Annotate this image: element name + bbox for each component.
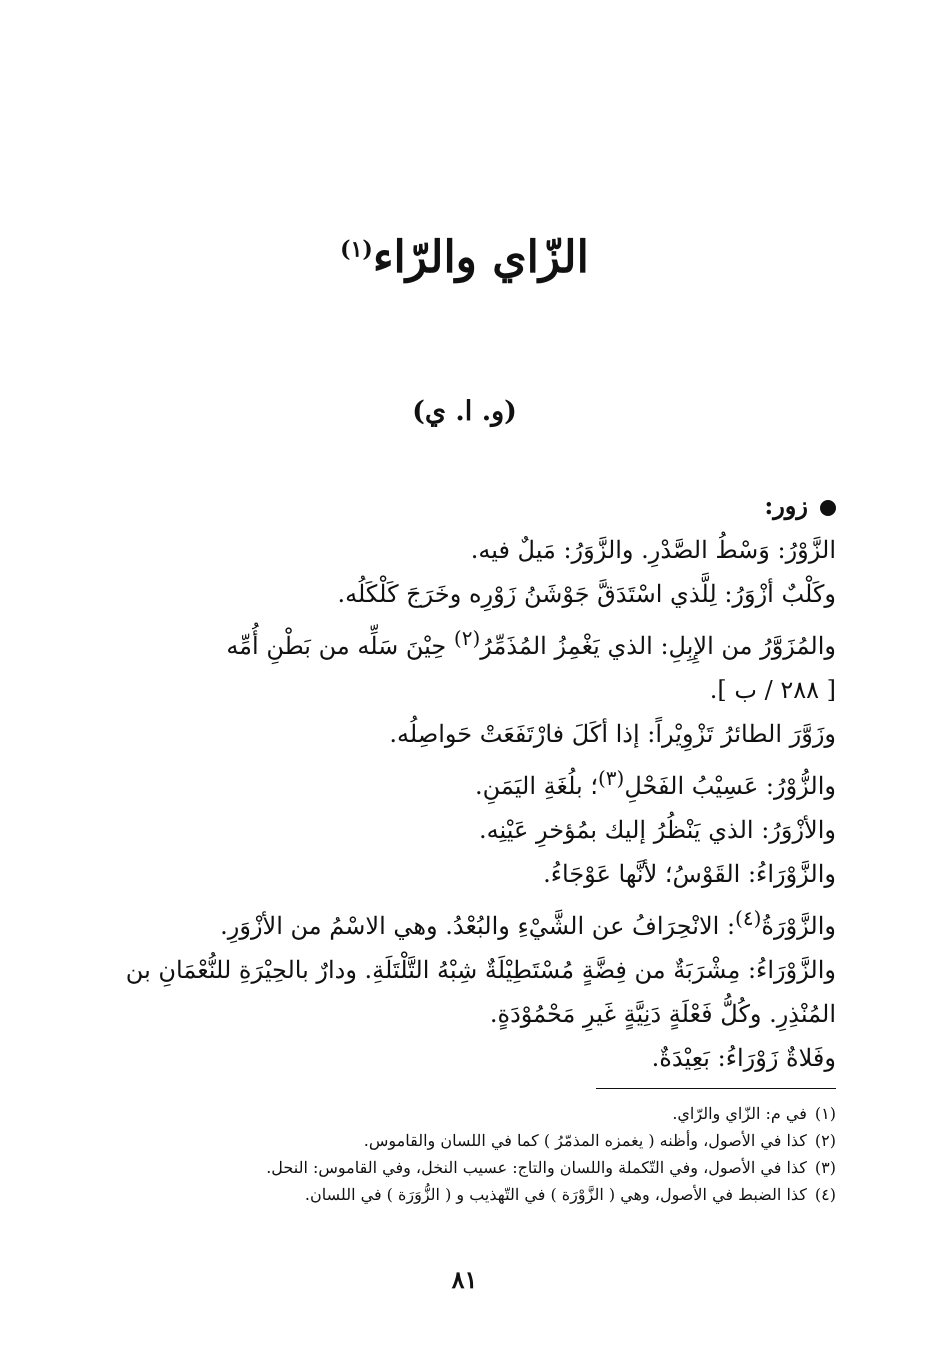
entry-line: الزَّوْرُ: وَسْطُ الصَّدْرِ. والزَّوَرُ: مَيلٌ فيه.: [470, 536, 836, 564]
entry-line: وكَلْبٌ أزْوَرُ: لِلَّذي اسْتَدَقَّ جَوْشَنُ زَوْرِه وخَرَجَ كَلْكَلُه.: [337, 580, 836, 608]
footnote-text: كذا في الأصول، وفي التّكملة واللسان والتاج: عسيب النخل، وفي القاموس: النحل.: [266, 1158, 807, 1177]
footnote: [96, 1181, 836, 1208]
entry-line: والزُّوْرُ: عَسِيْبُ الفَحْلِ$^{(٣)}$؛ بلُغَةِ اليَمَنِ.: [475, 766, 836, 800]
footnote-number: (١): [814, 1104, 836, 1123]
footnote: [96, 1127, 836, 1154]
page-number: ٨١: [451, 1265, 478, 1294]
footnote-number: (٤): [814, 1185, 836, 1204]
entry-line: والزَّوْرَاءُ: القَوْسُ؛ لأنَّها عَوْجَاءُ.: [543, 860, 836, 888]
footnote-text: كذا الضبط في الأصول، وهي ( الزَّوْرَة ) في التّهذيب و ( الزُّوَرَة ) في اللسان.: [304, 1185, 807, 1204]
footnote-divider: [596, 1088, 836, 1089]
entry-line: والزَّوْرَاءُ: مِشْرَبَةٌ من فِضَّةٍ مُسْتَطِيْلَةٌ شِبْهُ التَّلْتَلَةِ. ودارٌ بالحِيْرَةِ للنُّعْمَانِ بن المُنْذِرِ. وكُلُّ فَعْلَةٍ دَنِيَّةٍ غَيرِ مَحْمُوْدَةٍ.: [125, 956, 836, 1028]
footnote: [96, 1100, 836, 1127]
footnote-number: (٢): [814, 1131, 836, 1150]
title-text: الزّاي والرّاء: [372, 232, 589, 283]
entry-line: وفَلاةٌ زَوْرَاءُ: بَعِيْدَةٌ.: [651, 1044, 836, 1072]
entry-line: [ ٢٨٨ / ب ].: [709, 676, 836, 704]
entry-line: وزَوَّرَ الطائرُ تَزْوِيْراً: إذا أكَلَ فارْتَفَعَتْ حَواصِلُه.: [389, 720, 836, 748]
footnotes: [96, 1100, 836, 1208]
title-footnote-ref: (١): [340, 236, 373, 263]
footnote: [96, 1154, 836, 1181]
headword: زور:: [764, 491, 808, 520]
page-title: [0, 228, 929, 288]
footnote-ref: (٤): [735, 906, 762, 930]
footnote-number: (٣): [814, 1158, 836, 1177]
root-letters-heading: (و. ا. ي): [412, 396, 517, 427]
dictionary-entry: [96, 484, 836, 1080]
headword-line: [96, 484, 836, 528]
footnote-text: كذا في الأصول، وأظنه ( يغمزه المذمّرُ ) كما في اللسان والقاموس.: [363, 1131, 807, 1150]
entry-line: والزَّوْرَةُ$^{(٤)}$: الانْحِرَافُ عن الشَّيْءِ والبُعْدُ. وهي الاسْمُ من الأزْوَرِ.: [220, 906, 836, 940]
footnote-text: في م: الزّاي والرّاي.: [672, 1104, 807, 1123]
bullet-icon: [820, 500, 836, 516]
entry-line: والمُزَوَّرُ من الإِبِلِ: الذي يَغْمِزُ المُذَمِّرُ$^{(٢)}$ حِيْنَ سَلِّه من بَطْنِ أُمِّه: [226, 626, 836, 660]
footnote-ref: (٢): [453, 626, 481, 650]
entry-line: والأزْوَرُ: الذي يَنْظُرُ إليك بمُؤخرِ عَيْنِه.: [479, 816, 836, 844]
footnote-ref: (٣): [597, 766, 625, 790]
